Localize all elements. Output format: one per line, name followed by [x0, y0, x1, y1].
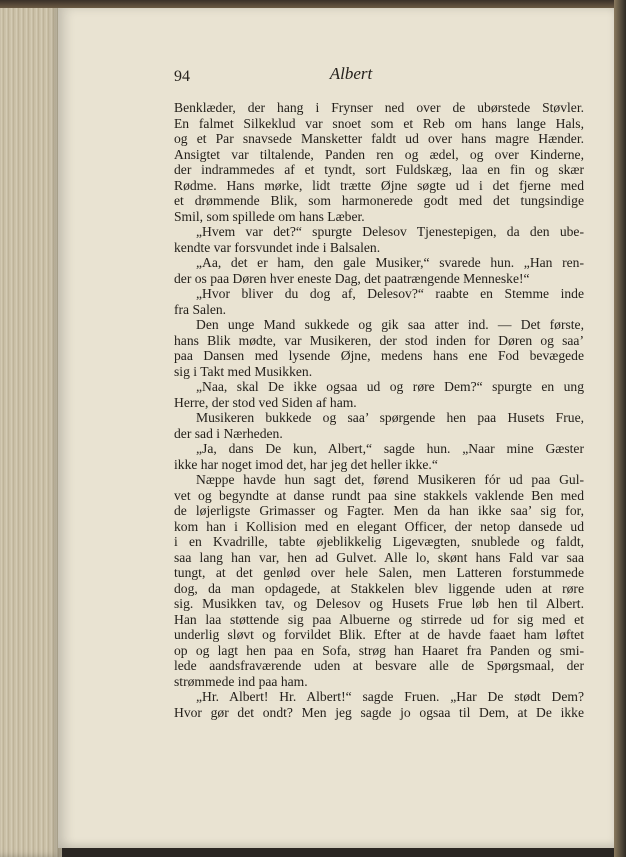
text-line: Han laa støttende sig paa Albuerne og stirrede ud for sig med et	[174, 611, 584, 627]
text-line: og et Par snavsede Mansketter faldt ud over hans magre Hænder.	[174, 131, 584, 146]
text-line: „Hvem var det?“ spurgte Delesov Tjenestepigen, da den ube-	[196, 224, 584, 239]
text-line: vet og begyndte at danse rundt paa sine stakkels vaklende Ben med	[174, 487, 584, 503]
scan-right-border	[614, 0, 626, 857]
text-line: Musikeren bukkede og saa’ spørgende hen paa Husets Frue,	[196, 410, 584, 425]
text-line: i en Kvadrille, tabte øjeblikkelig Ligevægten, snublede og faldt,	[174, 534, 584, 549]
text-line: hans Blik mødte, var Musikeren, der stod inden for Døren og saa’	[174, 332, 584, 348]
text-line: Den unge Mand sukkede og gik saa atter ind. — Det første,	[196, 317, 584, 332]
text-line: paa Dansen med lysende Øjne, medens hans ene Fod bevægede	[174, 348, 584, 363]
page-number: 94	[174, 68, 190, 85]
text-line: „Aa, det er ham, den gale Musiker,“ svarede hun. „Han ren-	[196, 255, 584, 270]
text-line: ikke har noget imod det, har jeg det heller ikke.“	[174, 456, 438, 472]
text-line: strømmede ind paa ham.	[174, 673, 308, 689]
text-line: „Hr. Albert! Hr. Albert!“ sagde Fruen. „Har De stødt Dem?	[196, 689, 584, 704]
text-line: der os paa Døren hver eneste Dag, det paatrængende Menneske!“	[174, 270, 530, 286]
text-line: Herre, der stod ved Siden af ham.	[174, 394, 357, 410]
running-title: Albert	[329, 64, 373, 83]
text-line: Ansigtet var tiltalende, Panden ren og ædel, og over Kinderne,	[174, 146, 584, 162]
text-line: Rødme. Hans mørke, lidt trætte Øjne søgte ud i det fjerne med	[174, 177, 584, 193]
text-line: dog, da man opdagede, at Stakkelen blev liggende uden at røre	[174, 580, 584, 596]
text-line: der sad i Nærheden.	[174, 425, 283, 441]
text-line: „Hvor bliver du dog af, Delesov?“ raabte en Stemme inde	[196, 286, 584, 301]
text-line: lede aandsfraværende uden at besvare alle de Spørgsmaal, der	[174, 658, 584, 673]
text-line: sig i Takt med Musikken.	[174, 363, 313, 379]
text-line: et drømmende Blik, som harmonerede godt med det tungsindige	[174, 193, 584, 208]
text-line: En falmet Silkeklud var snoet som et Reb om hans lange Hals,	[174, 115, 584, 131]
text-line: de løjerligste Grimasser og Fagter. Men da han ikke saa’ sig for,	[174, 503, 584, 518]
page-header	[116, 64, 586, 86]
book-page-edges	[0, 0, 62, 857]
text-line: sig. Musikken tav, og Delesov og Husets Frue løb hen til Albert.	[174, 596, 584, 611]
text-line: saa lang han var, hen ad Gulvet. Alle lo, skønt hans Fald var saa	[174, 549, 584, 565]
text-line: Smil, som spillede om hans Læber.	[174, 208, 365, 224]
text-line: tungt, at det genlød over hele Salen, men Latteren forstummede	[174, 565, 584, 580]
text-line: kom han i Kollision med en elegant Officer, der netop dansede ud	[174, 518, 584, 534]
text-line: kendte var forsvundet inde i Balsalen.	[174, 239, 381, 255]
text-line: Benklæder, der hang i Frynser ned over de ubørstede Støvler.	[174, 100, 584, 115]
text-line: der indrammedes af et tyndt, sort Fuldskæg, laa en fin og skær	[174, 162, 584, 177]
scan-top-border	[0, 0, 626, 8]
text-line: fra Salen.	[174, 301, 227, 317]
text-line: „Naa, skal De ikke ogsaa ud og røre Dem?“ spurgte en ung	[196, 379, 584, 394]
text-line: Næppe havde hun sagt det, førend Musikeren fór ud paa Gul-	[196, 472, 584, 487]
text-line: underlig sløvt og forvildet Blik. Efter at de havde faaet ham løftet	[174, 627, 584, 642]
text-line: Hvor gør det ondt? Men jeg sagde jo ogsaa til Dem, at De ikke	[174, 704, 584, 720]
body-text	[174, 100, 584, 720]
text-line: op og lagt hen paa en Sofa, strøg han Haaret fra Panden og smi-	[174, 642, 584, 658]
text-line: „Ja, dans De kun, Albert,“ sagde hun. „Naar mine Gæster	[196, 441, 584, 456]
